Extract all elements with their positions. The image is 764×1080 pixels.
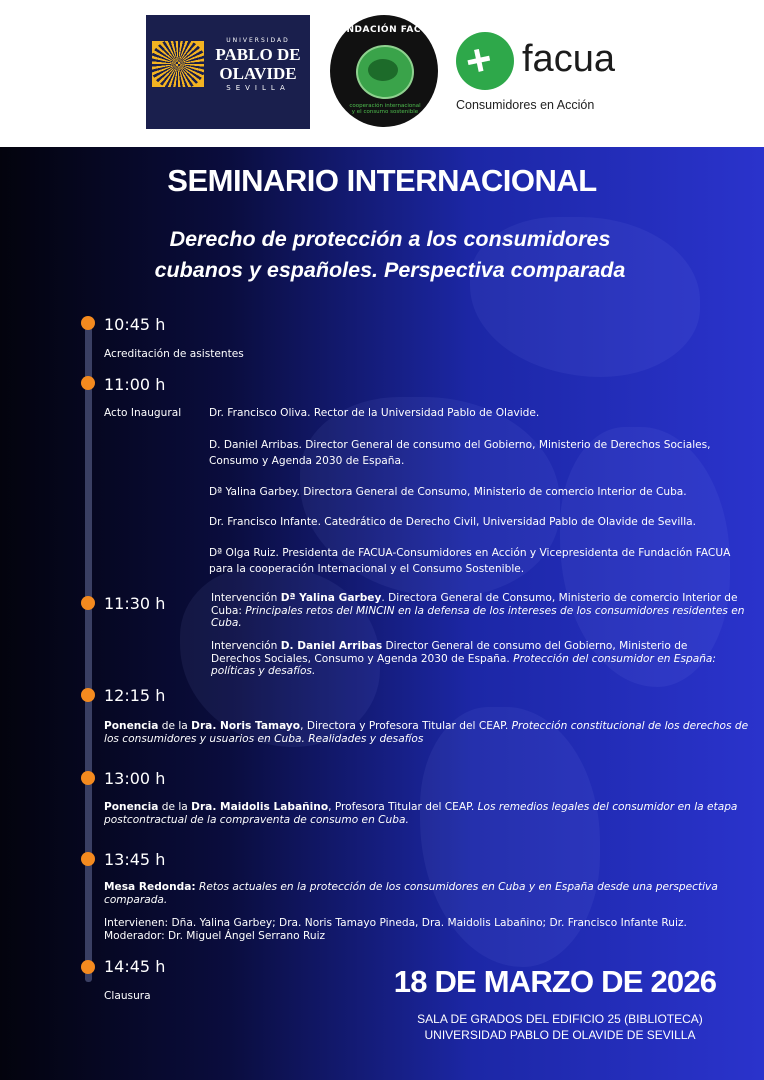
opening-speaker: Dª Yalina Garbey. Directora General de Consumo, Ministerio de comercio Interior de Cuba. bbox=[209, 486, 687, 498]
upo-logo-line2: PABLO DE bbox=[215, 45, 301, 64]
fundacion-logo-arc-text: FUNDACIÓN FACUA bbox=[332, 25, 436, 35]
timeline-dot bbox=[81, 688, 95, 702]
opening-speaker: Dª Olga Ruiz. Presidenta de FACUA-Consumidores en Acción y Vicepresidenta de Fundación FACUA bbox=[209, 547, 731, 559]
time-slot-1100: 11:00 h bbox=[104, 375, 166, 394]
timeline-dot bbox=[81, 960, 95, 974]
opening-speaker: Consumo y Agenda 2030 de España. bbox=[209, 455, 405, 467]
time-slot-1045: 10:45 h bbox=[104, 315, 166, 334]
facua-logo-tagline: Consumidores en Acción bbox=[456, 98, 595, 112]
globe-icon bbox=[356, 45, 414, 99]
upo-logo-line4: SEVILLA bbox=[226, 84, 290, 92]
seminar-subtitle bbox=[70, 224, 710, 286]
event-date: 18 DE MARZO DE 2026 bbox=[393, 964, 717, 999]
opening-label: Acto Inaugural bbox=[104, 407, 182, 419]
timeline-line bbox=[85, 322, 92, 982]
upo-logo-line1: UNIVERSIDAD bbox=[226, 37, 290, 44]
fundacion-facua-logo bbox=[330, 15, 438, 127]
seminar-title: SEMINARIO INTERNACIONAL bbox=[167, 163, 597, 198]
facua-logo-word: facua bbox=[522, 38, 615, 80]
lecture-labanino: Ponencia de la Dra. Maidolis Labañino, Profesora Titular del CEAP. Los remedios legales del consumidor en la etapa postcontractual de la compraventa de consumo en Cuba. bbox=[104, 801, 738, 826]
intervention-garbey: Intervención Dª Yalina Garbey. Directora General de Consumo, Ministerio de comercio Interior de Cuba: Principales retos del MINCIN en la defensa de los intereses de los consumidores residentes en Cuba. bbox=[211, 592, 745, 629]
venue-line1: SALA DE GRADOS DEL EDIFICIO 25 (BIBLIOTECA) bbox=[417, 1012, 703, 1026]
time-slot-1345: 13:45 h bbox=[104, 850, 166, 869]
timeline-dot bbox=[81, 376, 95, 390]
round-table: Mesa Redonda: Retos actuales en la protección de los consumidores en Cuba y en España desde una perspectiva comparada. bbox=[104, 881, 718, 906]
fundacion-logo-line2: y el consumo sostenible bbox=[351, 109, 419, 115]
upo-emblem-icon bbox=[152, 41, 204, 87]
timeline-dot bbox=[81, 596, 95, 610]
intervention-arribas: Intervención D. Daniel Arribas Director General de consumo del Gobierno, Ministerio de Derechos Sociales, Consumo y Agenda 2030 de España. Protección del consumidor en España: políticas y desafíos. bbox=[211, 640, 716, 677]
timeline-dot bbox=[81, 316, 95, 330]
opening-speaker: D. Daniel Arribas. Director General de consumo del Gobierno, Ministerio de Derechos Sociales, bbox=[209, 439, 711, 451]
timeline-dot bbox=[81, 771, 95, 785]
time-slot-1130: 11:30 h bbox=[104, 594, 166, 613]
facua-plus-icon: + bbox=[456, 32, 514, 90]
accreditation-text: Acreditación de asistentes bbox=[104, 348, 244, 360]
subtitle-line1: Derecho de protección a los consumidores bbox=[169, 227, 611, 251]
lecture-tamayo: Ponencia de la Dra. Noris Tamayo, Directora y Profesora Titular del CEAP. Protección constitucional de los derechos de los consumidores y usuarios en Cuba. Realidades y desafíos bbox=[104, 720, 749, 745]
time-slot-1215: 12:15 h bbox=[104, 686, 166, 705]
time-slot-1445: 14:45 h bbox=[104, 957, 166, 976]
opening-speaker: Dr. Francisco Oliva. Rector de la Universidad Pablo de Olavide. bbox=[209, 407, 540, 419]
logo-header bbox=[0, 0, 764, 147]
upo-logo bbox=[146, 15, 310, 129]
subtitle-line2: cubanos y españoles. Perspectiva comparada bbox=[154, 258, 626, 282]
closing-text: Clausura bbox=[104, 990, 151, 1002]
upo-logo-line3: OLAVIDE bbox=[219, 64, 297, 83]
timeline-dot bbox=[81, 852, 95, 866]
facua-logo bbox=[456, 32, 636, 118]
round-table-participants: Intervienen: Dña. Yalina Garbey; Dra. Noris Tamayo Pineda, Dra. Maidolis Labañino; Dr. Francisco Infante Ruiz. Moderador: Dr. Miguel Ángel Serrano Ruiz bbox=[104, 917, 687, 942]
fundacion-logo-line1: cooperación internacional bbox=[349, 103, 421, 109]
opening-speaker: para la cooperación Internacional y el Consumo Sostenible. bbox=[209, 563, 525, 575]
opening-speaker: Dr. Francisco Infante. Catedrático de Derecho Civil, Universidad Pablo de Olavide de Sevilla. bbox=[209, 516, 697, 528]
time-slot-1300: 13:00 h bbox=[104, 769, 166, 788]
venue-line2: UNIVERSIDAD PABLO DE OLAVIDE DE SEVILLA bbox=[424, 1028, 696, 1042]
